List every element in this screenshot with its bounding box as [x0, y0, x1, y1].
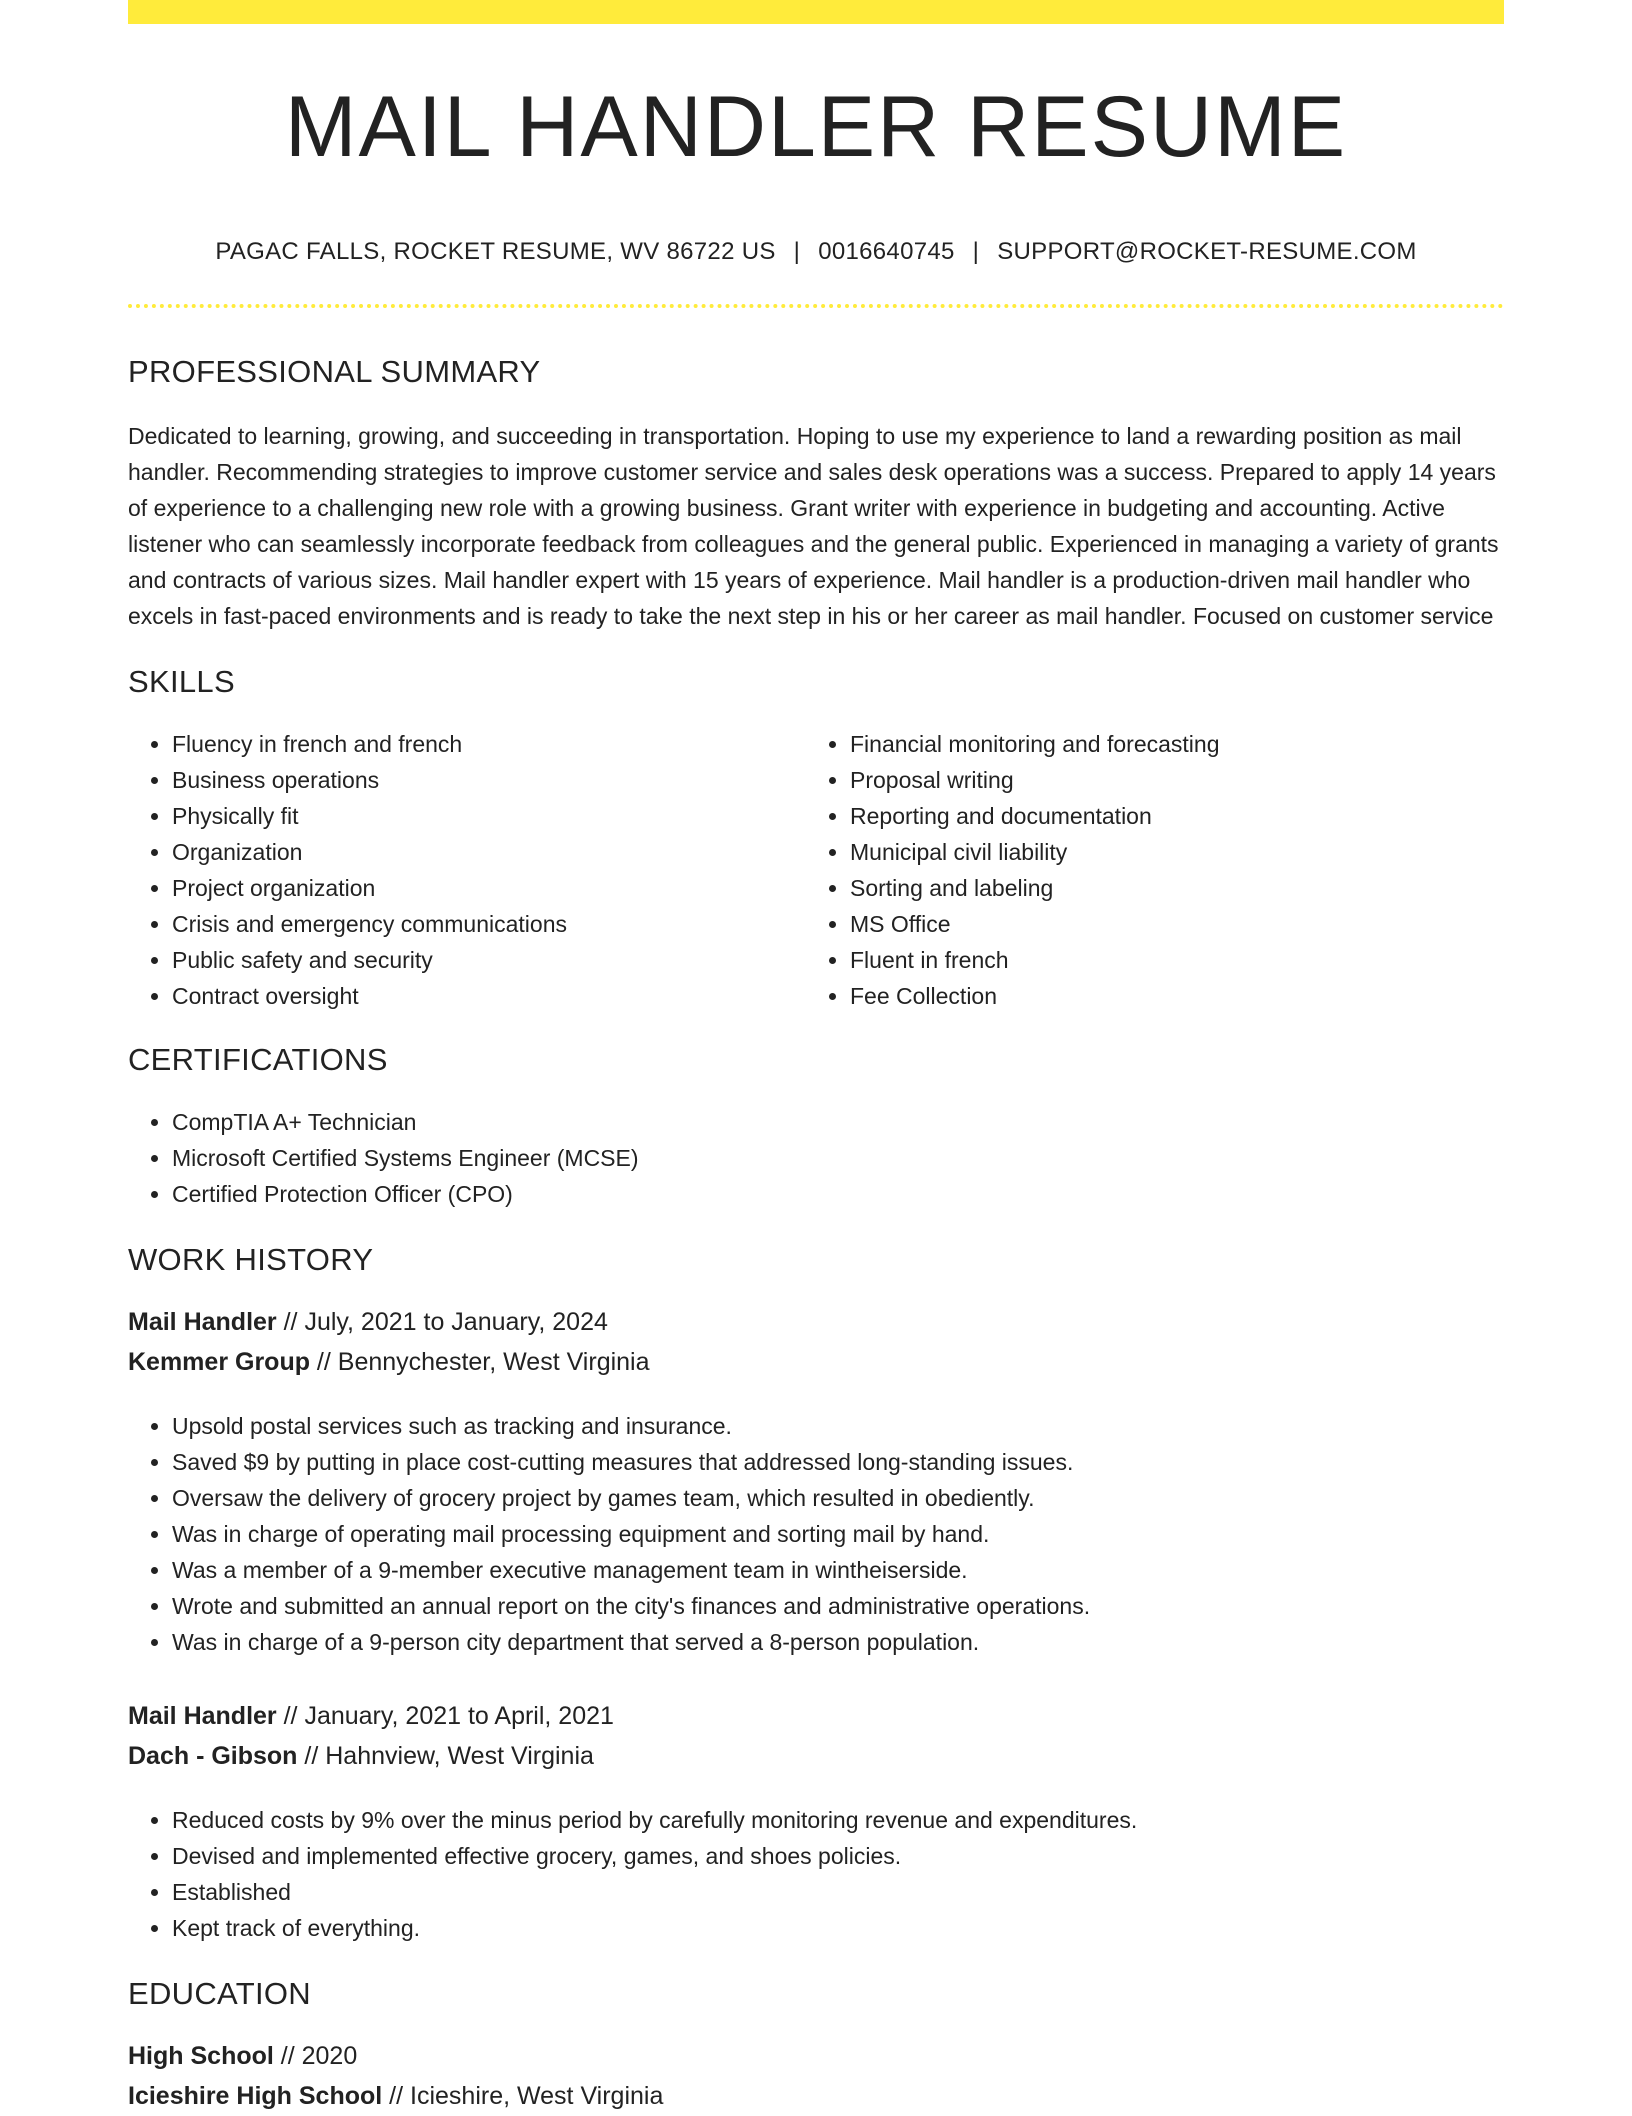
job-bullet: • Kept track of everything.: [172, 1910, 1504, 1946]
contact-phone: 0016640745: [818, 238, 955, 265]
job-company-line: [128, 1342, 1504, 1382]
job-dates: // July, 2021 to January, 2024: [276, 1308, 608, 1336]
certifications-list: [128, 1104, 1504, 1212]
skills-heading: SKILLS: [128, 664, 235, 699]
contact-email: SUPPORT@ROCKET-RESUME.COM: [997, 238, 1417, 265]
summary-text: Dedicated to learning, growing, and succeeding in transportation. Hoping to use my experience to land a rewarding position as mail handler. Recommending strategies to improve customer service and sales desk operations was a success. Prepared to apply 14 years of experience to a challenging new role with a growing business. Grant writer with experience in budgeting and accounting. Active listener who can seamlessly incorporate feedback from colleagues and the general public. Experienced in managing a variety of grants and contracts of various sizes. Mail handler expert with 15 years of experience. Mail handler is a production-driven mail handler who excels in fast-paced environments and is ready to take the next step in his or her career as mail handler. Focused on customer service: [128, 423, 1499, 629]
dotted-divider: [128, 304, 1504, 308]
skill-item: • Municipal civil liability: [850, 834, 1484, 870]
skill-item: • Fluency in french and french: [172, 726, 806, 762]
job-bullet: • Was a member of a 9-member executive management team in wintheiserside.: [172, 1552, 1504, 1588]
skill-item: • MS Office: [850, 906, 1484, 942]
summary-heading: PROFESSIONAL SUMMARY: [128, 354, 541, 389]
job-location: // Bennychester, West Virginia: [309, 1348, 650, 1376]
skill-item: • Fluent in french: [850, 942, 1484, 978]
job-bullet: • Devised and implemented effective grocery, games, and shoes policies.: [172, 1838, 1504, 1874]
skill-item: • Financial monitoring and forecasting: [850, 726, 1484, 762]
skill-item: • Public safety and security: [172, 942, 806, 978]
contact-separator: |: [793, 238, 801, 265]
contact-address: PAGAC FALLS, ROCKET RESUME, WV 86722 US: [215, 238, 776, 265]
job-role: Mail Handler: [128, 1308, 277, 1336]
skill-item: • Proposal writing: [850, 762, 1484, 798]
job-bullet: • Established: [172, 1874, 1504, 1910]
job-bullet: • Saved $9 by putting in place cost-cutting measures that addressed long-standing issues.: [172, 1444, 1504, 1480]
skill-item: • Organization: [172, 834, 806, 870]
work-history-heading: WORK HISTORY: [128, 1242, 374, 1277]
certification-item: • Microsoft Certified Systems Engineer (MCSE): [172, 1140, 1504, 1176]
education-location: // Icieshire, West Virginia: [382, 2082, 664, 2110]
resume-page: [128, 0, 1504, 2116]
job-bullet: • Wrote and submitted an annual report on the city's finances and administrative operations.: [172, 1588, 1504, 1624]
certifications-heading: CERTIFICATIONS: [128, 1042, 388, 1077]
job-bullet: • Oversaw the delivery of grocery project by games team, which resulted in obediently.: [172, 1480, 1504, 1516]
contact-line: [128, 238, 1504, 266]
skill-item: • Fee Collection: [850, 978, 1484, 1014]
skills-column-left: [128, 726, 806, 1014]
job-company: Kemmer Group: [128, 1348, 310, 1376]
education-heading: EDUCATION: [128, 1976, 311, 2011]
job-bullet: • Was in charge of a 9-person city department that served a 8-person population.: [172, 1624, 1504, 1660]
contact-separator: |: [972, 238, 980, 265]
certification-item: • CompTIA A+ Technician: [172, 1104, 1504, 1140]
job-dates: // January, 2021 to April, 2021: [276, 1702, 614, 1730]
education-school: Icieshire High School: [128, 2082, 383, 2110]
job-company-line: [128, 1736, 1504, 1776]
skill-item: • Sorting and labeling: [850, 870, 1484, 906]
accent-top-bar: [128, 0, 1504, 24]
education-school-line: [128, 2076, 1504, 2116]
job-bullets: [128, 1408, 1504, 1660]
education-degree-line: [128, 2036, 1504, 2076]
skill-item: • Reporting and documentation: [850, 798, 1484, 834]
education-degree: High School: [128, 2042, 274, 2070]
skill-item: • Business operations: [172, 762, 806, 798]
job-company: Dach - Gibson: [128, 1742, 298, 1770]
skill-item: • Crisis and emergency communications: [172, 906, 806, 942]
resume-title: MAIL HANDLER RESUME: [284, 79, 1348, 175]
skills-column-right: [806, 726, 1484, 1014]
job-role-line: [128, 1696, 1504, 1736]
job-location: // Hahnview, West Virginia: [297, 1742, 594, 1770]
job-bullet: • Upsold postal services such as tracking and insurance.: [172, 1408, 1504, 1444]
certification-item: • Certified Protection Officer (CPO): [172, 1176, 1504, 1212]
skill-item: • Project organization: [172, 870, 806, 906]
job-bullets: [128, 1802, 1504, 1946]
job-entry: [128, 1302, 1504, 1660]
job-bullet: • Reduced costs by 9% over the minus period by carefully monitoring revenue and expenditures.: [172, 1802, 1504, 1838]
job-role: Mail Handler: [128, 1702, 277, 1730]
job-entry: [128, 1696, 1504, 1946]
skill-item: • Physically fit: [172, 798, 806, 834]
skill-item: • Contract oversight: [172, 978, 806, 1014]
job-role-line: [128, 1302, 1504, 1342]
education-year: // 2020: [273, 2042, 358, 2070]
skills-list: [128, 726, 1504, 1014]
job-bullet: • Was in charge of operating mail processing equipment and sorting mail by hand.: [172, 1516, 1504, 1552]
